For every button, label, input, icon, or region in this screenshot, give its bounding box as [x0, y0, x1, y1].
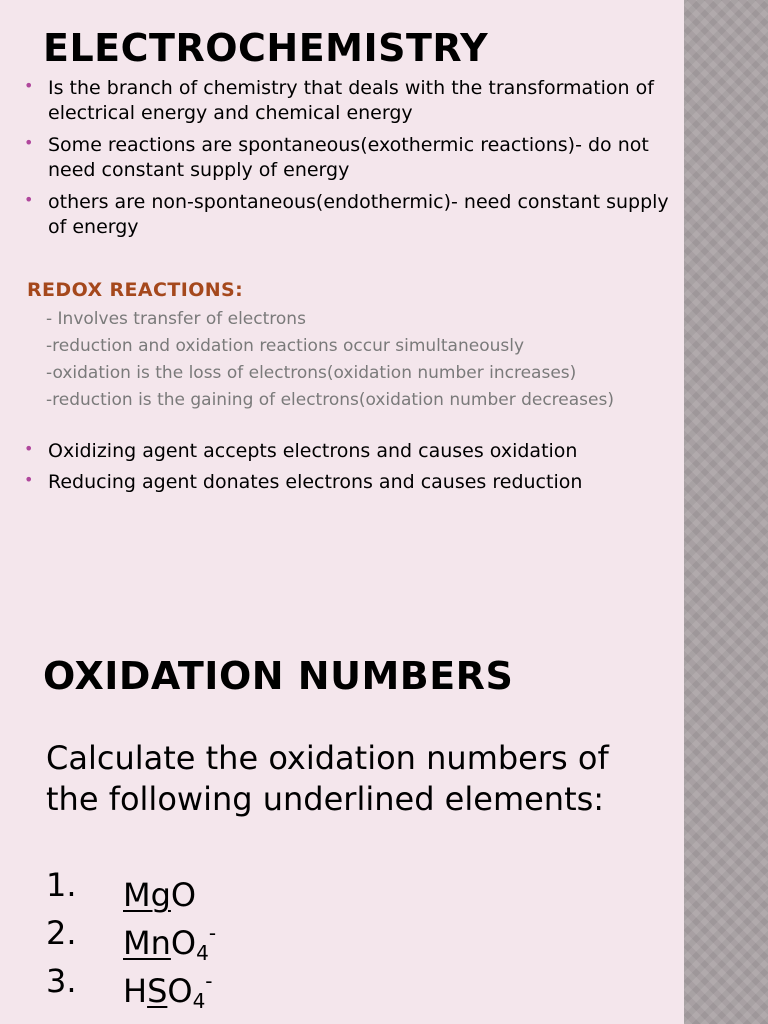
bullet-dot-icon: • — [24, 190, 34, 209]
redox-point: -oxidation is the loss of electrons(oxidation number increases) — [46, 363, 577, 383]
formula-rest: O — [167, 972, 193, 1010]
formula-subscript: 4 — [196, 941, 209, 965]
slide-electrochemistry — [0, 0, 684, 512]
redox-point: - Involves transfer of electrons — [46, 309, 306, 329]
question-number: 3. — [46, 962, 77, 1000]
list-item — [24, 190, 680, 240]
slide-oxidation-numbers — [0, 512, 684, 1024]
list-item-text: Some reactions are spontaneous(exothermic reactions)- do not need constant supply of energy — [48, 134, 649, 181]
formula-rest: O — [170, 876, 197, 914]
formula-prefix: H — [123, 972, 148, 1010]
question-number: 2. — [46, 914, 77, 952]
list-item — [24, 439, 680, 464]
formula-charge: - — [205, 969, 213, 993]
redox-point: -reduction is the gaining of electrons(oxidation number decreases) — [46, 390, 614, 410]
slide-title: ELECTROCHEMISTRY — [43, 26, 489, 70]
question-number: 1. — [46, 866, 77, 904]
list-item — [24, 133, 680, 183]
list-item-text: Is the branch of chemistry that deals with the transformation of electrical energy and chemical energy — [48, 77, 654, 124]
list-item — [24, 470, 680, 495]
underlined-element: Mn — [123, 924, 171, 962]
agent-bullet-list — [24, 439, 680, 501]
bullet-dot-icon: • — [24, 439, 34, 458]
bullet-dot-icon: • — [24, 76, 34, 95]
redox-heading: REDOX REACTIONS: — [27, 279, 244, 301]
bullet-dot-icon: • — [24, 133, 34, 152]
redox-point: -reduction and oxidation reactions occur simultaneously — [46, 336, 525, 356]
slide-title: OXIDATION NUMBERS — [43, 654, 514, 698]
bullet-dot-icon: • — [24, 470, 34, 489]
list-item-text: Oxidizing agent accepts electrons and causes oxidation — [48, 440, 578, 462]
list-item-text: Reducing agent donates electrons and causes reduction — [48, 471, 583, 493]
question-prompt: Calculate the oxidation numbers of the following underlined elements: — [46, 739, 609, 818]
redox-point-list — [46, 308, 666, 416]
underlined-element: S — [147, 972, 168, 1010]
formula-rest: O — [170, 924, 197, 962]
decorative-side-strip — [684, 0, 768, 1024]
chemical-formula — [123, 960, 213, 1022]
bullet-list — [24, 76, 680, 247]
list-item-text: others are non-spontaneous(endothermic)- need constant supply of energy — [48, 191, 669, 238]
underlined-element: Mg — [123, 876, 171, 914]
formula-charge: - — [208, 921, 217, 945]
formula-subscript: 4 — [192, 989, 206, 1013]
list-item — [24, 76, 680, 126]
